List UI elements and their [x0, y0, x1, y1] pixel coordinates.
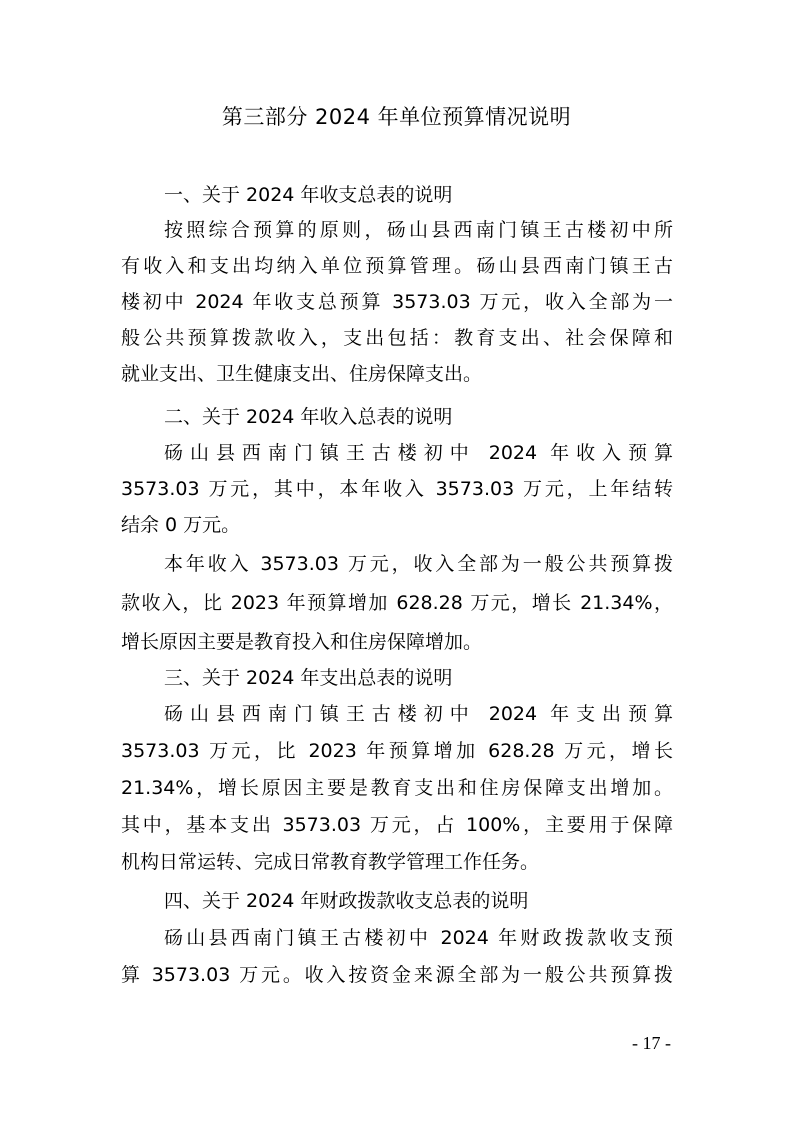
paragraph-line: 增长原因主要是教育投入和住房保障增加。 — [121, 631, 483, 653]
section-heading: 二、关于 2024 年收入总表的说明 — [164, 406, 453, 428]
paragraph-line: 楼初中 2024 年收支总预算 3573.03 万元，收入全部为一 — [121, 291, 673, 313]
paragraph-line: 款收入，比 2023 年预算增加 628.28 万元，增长 21.34%， — [121, 592, 673, 614]
section-heading: 三、关于 2024 年支出总表的说明 — [164, 667, 453, 689]
paragraph-line: 砀山县西南门镇王古楼初中 2024 年财政拨款收支预 — [164, 927, 673, 949]
section-heading: 四、关于 2024 年财政拨款收支总表的说明 — [164, 890, 529, 912]
paragraph-line: 机构日常运转、完成日常教育教学管理工作任务。 — [121, 851, 540, 873]
paragraph-line: 21.34%，增长原因主要是教育支出和住房保障支出增加。 — [121, 777, 673, 799]
paragraph-line: 砀山县西南门镇王古楼初中 2024 年收入预算 — [164, 442, 673, 464]
paragraph-line: 砀山县西南门镇王古楼初中 2024 年支出预算 — [164, 703, 673, 725]
paragraph-line: 本年收入 3573.03 万元，收入全部为一般公共预算拨 — [164, 553, 673, 575]
paragraph-line: 就业支出、卫生健康支出、住房保障支出。 — [121, 363, 483, 385]
paragraph-line: 般公共预算拨款收入，支出包括：教育支出、社会保障和 — [121, 327, 673, 349]
section-heading: 一、关于 2024 年收支总表的说明 — [164, 184, 453, 206]
paragraph-line: 结余 0 万元。 — [121, 514, 241, 536]
paragraph-line: 算 3573.03 万元。收入按资金来源全部为一般公共预算拨 — [121, 964, 673, 986]
paragraph-line: 按照综合预算的原则，砀山县西南门镇王古楼初中所 — [164, 219, 673, 241]
paragraph-line: 3573.03 万元，比 2023 年预算增加 628.28 万元，增长 — [121, 740, 673, 762]
paragraph-line: 3573.03 万元，其中，本年收入 3573.03 万元，上年结转 — [121, 478, 673, 500]
page-number: - 17 - — [632, 1033, 671, 1053]
page-title: 第三部分 2024 年单位预算情况说明 — [221, 105, 572, 129]
paragraph-line: 其中，基本支出 3573.03 万元，占 100%，主要用于保障 — [121, 814, 673, 836]
paragraph-line: 有收入和支出均纳入单位预算管理。砀山县西南门镇王古 — [121, 255, 673, 277]
